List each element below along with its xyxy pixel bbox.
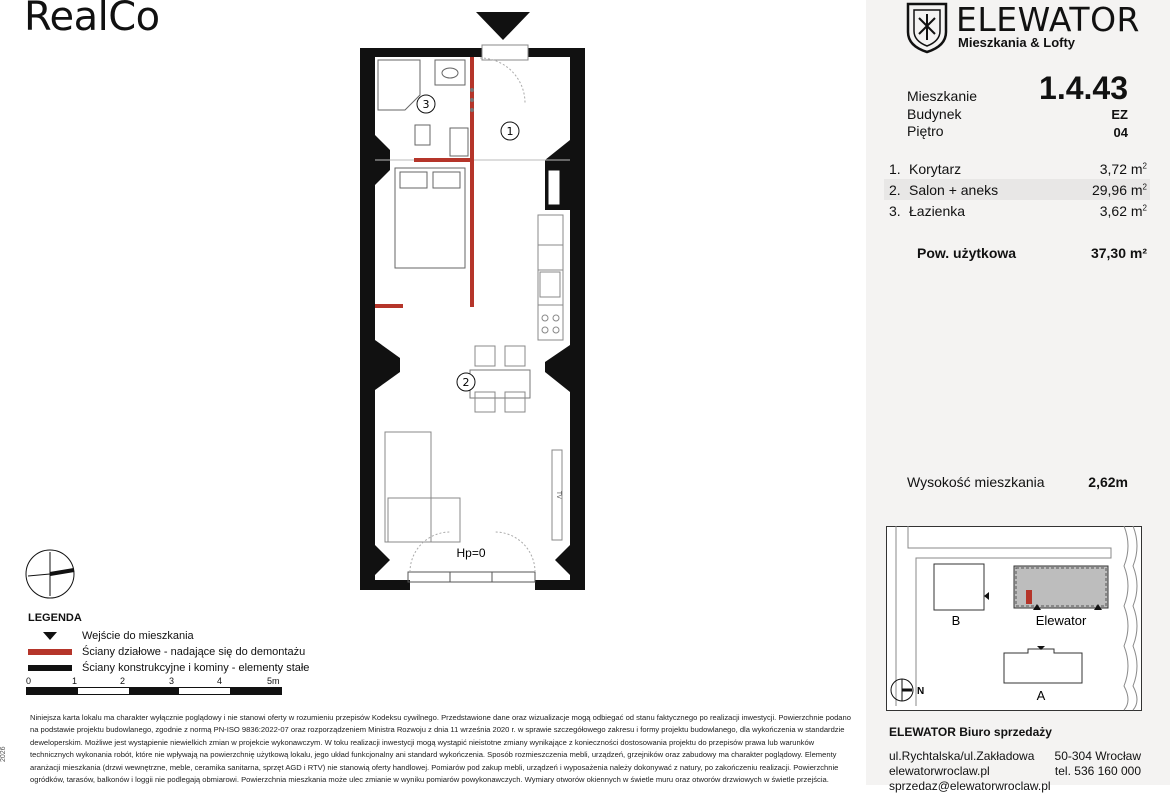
usable-area-value: 37,30 m² [1090, 245, 1147, 261]
legend-item-entrance [28, 628, 309, 644]
apartment-labels [907, 88, 977, 141]
compass-icon [24, 548, 76, 600]
room-row: 2. Salon + aneks 29,96 $m^2$ [884, 179, 1150, 200]
legend-structural-label: Ściany konstrukcyjne i kominy - elementy stałe [82, 662, 310, 674]
legend-item-structural [28, 660, 309, 676]
scale-tick: 3 [169, 676, 175, 686]
level-label: Hp=0 [456, 546, 486, 560]
apartment-values [1040, 106, 1128, 141]
scale-bar [26, 676, 282, 695]
partition-swatch [28, 649, 72, 655]
height-label: Wysokość mieszkania [907, 474, 1045, 490]
scale-tick: 1 [72, 676, 78, 686]
room-row: 3. Łazienka 3,62 $m^2$ [889, 202, 1147, 219]
label-building: Budynek [907, 105, 962, 122]
scale-tick: 0 [26, 676, 32, 686]
floor-value: 04 [1113, 124, 1128, 140]
project-name: ELEWATOR [956, 0, 1140, 39]
office-postal: 50-304 Wrocław [1054, 749, 1141, 763]
year-note: 2026 [0, 746, 7, 762]
rooms-list [884, 158, 1150, 221]
floor-plan [350, 0, 590, 600]
room-row: 1. Korytarz 3,72 $m^2$ [889, 160, 1147, 177]
label-floor: Piętro [907, 123, 944, 139]
project-subtitle: Mieszkania & Lofty [958, 35, 1076, 50]
disclaimer: Niniejsza karta lokalu ma charakter wyłącznie poglądowy i nie stanowi oferty w rozumieniu przepisów Kodeksu cywilnego. Przedstawione dane oraz wizualizacje mogą odbiegać od stanu faktycznego po realizacji inwestycji. Powierzchnie podano na podstawie projektu budowlanego, zgodnie z normą PN-ISO 9836:2022-07 oraz rozporządzeniem Ministra Rozwoju z dnia 11 września 2020 r. w sprawie szczegółowego zakresu i formy projektu budowlanego, dla wykończenia w standardzie deweloperskim. Możliwe jest wystąpienie niewielkich zmian w projekcie wykonawczym. W toku realizacji inwestycji mogą wystąpić nieistotne zmiany wynikające z konieczności dostosowania projektu do przepisów prawa lub warunków technicznych wykonania robót, które nie wpływają na powierzchnię użytkową lokalu, jego układ funkcjonalny ani standard wykończenia. Sposób rozmieszczenia mebli, urządzeń, grzejników oraz zabudowy ma charakter poglądowy. Elementy aranżacji mieszkania (drzwi wewnętrzne, meble, ceramika sanitarna, sprzęt AGD i RTV) nie stanowią oferty handlowej. Pomiarów pod zakup mebli, urządzeń i wyposażenia należy dokonywać z natury, po zakończeniu realizacji. Powierzchnie ogródków, tarasów, balkonów i loggii nie podlegają obmiarowi. Powierzchnia mieszkania może ulec zmianie w wyniku pomiarów powykonawczych. Wymiary otworów okiennych w świetle muru oraz otworów drzwiowych w świetle przejścia. [30, 713, 851, 785]
usable-area [917, 245, 1147, 261]
elewator-logo [906, 2, 1140, 54]
apartment-height [907, 474, 1128, 490]
room-marker-1: 1 [506, 125, 514, 138]
site-north-label: N [917, 686, 925, 697]
office-info [889, 749, 1141, 794]
office-title: ELEWATOR Biuro sprzedaży [889, 725, 1052, 739]
scale-tick: 2 [120, 676, 126, 686]
site-label-b: B [951, 613, 961, 628]
usable-area-label: Pow. użytkowa [917, 245, 1017, 261]
legend-item-partition [28, 644, 309, 660]
legend-entrance-label: Wejście do mieszkania [82, 630, 194, 642]
site-label-a: A [1036, 688, 1046, 703]
legend-partition-label: Ściany działowe - nadające się do demontażu [82, 646, 306, 658]
office-web-link[interactable]: elewatorwroclaw.pl [889, 764, 990, 778]
room-marker-3: 3 [422, 98, 430, 111]
building-value: EZ [1111, 107, 1128, 122]
office-email-link[interactable]: sprzedaz@elewatorwroclaw.pl [889, 779, 1051, 793]
office-phone[interactable]: tel. 536 160 000 [1054, 764, 1141, 778]
office-address: ul.Rychtalska/ul.Zakładowa [889, 749, 1035, 763]
scale-tick: 5m [267, 676, 280, 686]
legend [28, 612, 309, 676]
scale-tick: 4 [217, 676, 223, 686]
height-value: 2,62m [1088, 474, 1128, 490]
label-apartment: Mieszkanie [907, 88, 978, 104]
elewator-shield-icon [906, 2, 948, 54]
legend-title: LEGENDA [28, 612, 82, 624]
room-marker-2: 2 [462, 376, 470, 389]
tv-label: TV [555, 491, 562, 499]
structural-swatch [28, 665, 72, 671]
apartment-number: 1.4.43 [1039, 70, 1128, 106]
realco-logo: RealCo [24, 0, 160, 40]
site-label-elewator: Elewator [1035, 613, 1087, 628]
entrance-arrow-icon [476, 12, 530, 40]
site-plan [886, 526, 1142, 711]
entrance-triangle-icon [43, 632, 57, 640]
